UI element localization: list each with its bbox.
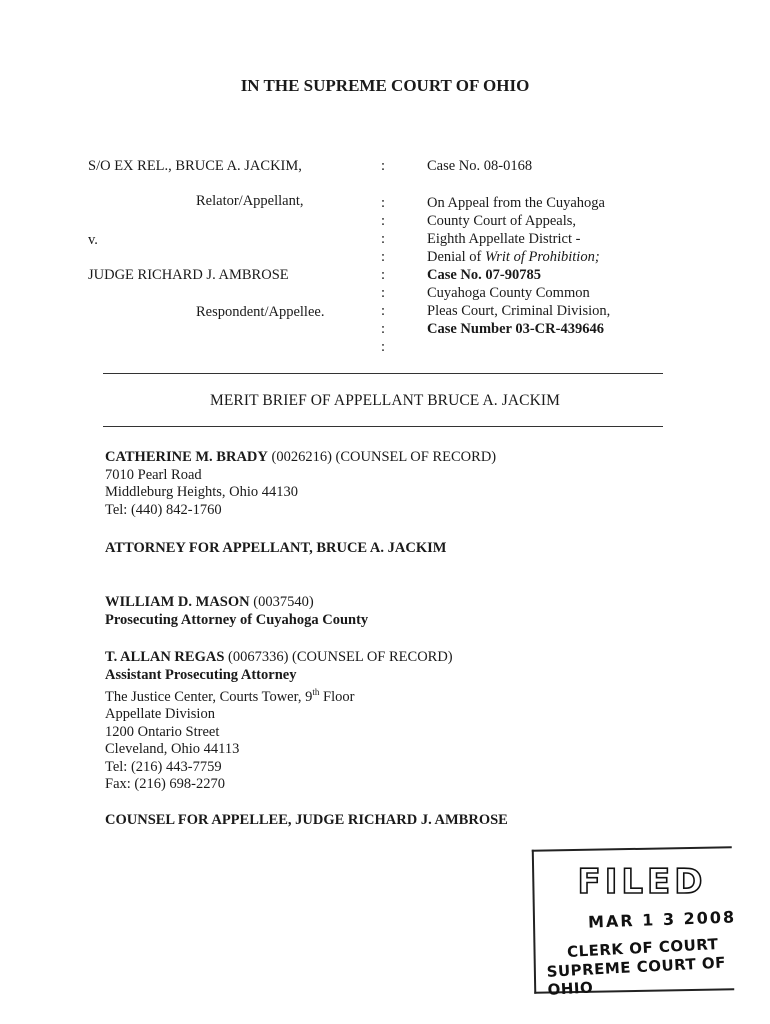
party-respondent-role: Respondent/Appellee. — [196, 304, 325, 320]
assistant-prosecutor-title: Assistant Prosecuting Attorney — [105, 666, 297, 683]
party-relator-role: Relator/Appellant, — [196, 193, 304, 209]
court-title: IN THE SUPREME COURT OF OHIO — [240, 76, 530, 95]
prosecutor-reg: (0037540) — [249, 594, 314, 610]
prosecutor-name: WILLIAM D. MASON — [105, 594, 250, 610]
stamp-court: SUPREME COURT OF OHIO — [546, 953, 727, 999]
address-line: Cleveland, Ohio 44113 — [105, 741, 240, 758]
address-line: Appellate Division — [105, 706, 215, 723]
assistant-prosecutor-reg: (0067336) (COUNSEL OF RECORD) — [224, 649, 453, 665]
appeal-line: Cuyahoga County Common — [427, 285, 590, 301]
appeal-line: Pleas Court, Criminal Division, — [427, 303, 611, 319]
appeal-line: Denial of — [427, 249, 482, 265]
party-relator: S/O EX REL., BRUCE A. JACKIM, — [88, 158, 302, 174]
appellate-case-number: Case No. 07-90785 — [427, 267, 541, 283]
filed-stamp-graphic — [575, 857, 709, 903]
assistant-prosecutor-block — [105, 649, 453, 794]
phone-line: Tel: (440) 842-1760 — [105, 501, 222, 518]
appeal-line: County Court of Appeals, — [427, 213, 577, 229]
address-line: 7010 Pearl Road — [105, 466, 202, 483]
appellant-counsel-name: CATHERINE M. BRADY — [105, 449, 268, 465]
appeal-line: On Appeal from the Cuyahoga — [427, 195, 605, 211]
appellant-counsel-reg: (0026216) (COUNSEL OF RECORD) — [267, 449, 497, 465]
prosecutor-block — [105, 594, 368, 629]
divider-top — [103, 373, 663, 374]
caption-colon: : — [381, 158, 386, 174]
appeal-line-writ — [427, 248, 610, 266]
appellant-counsel-block — [105, 449, 496, 519]
address-line: Middleburg Heights, Ohio 44130 — [105, 484, 299, 500]
phone-line: Tel: (216) 443-7759 — [105, 758, 222, 775]
assistant-prosecutor-name: T. ALLAN REGAS — [105, 649, 225, 665]
prosecutor-title: Prosecuting Attorney of Cuyahoga County — [105, 611, 369, 628]
stamp-clerk: CLERK OF COURT — [566, 935, 719, 961]
appeal-details — [427, 194, 610, 338]
versus-label: v. — [88, 232, 98, 248]
address-line: 1200 Ontario Street — [105, 723, 220, 740]
filed-outline-text: FILED — [577, 862, 707, 902]
divider-bottom — [103, 426, 663, 427]
address-line: The Justice Center, Courts Tower, 9th Floor — [105, 687, 355, 705]
brief-title: MERIT BRIEF OF APPELLANT BRUCE A. JACKIM — [209, 392, 561, 409]
case-number: Case No. 08-0168 — [427, 158, 533, 174]
party-respondent: JUDGE RICHARD J. AMBROSE — [88, 267, 289, 283]
appellee-counsel-heading: COUNSEL FOR APPELLEE, JUDGE RICHARD J. AMBROSE — [105, 812, 508, 828]
fax-line: Fax: (216) 698-2270 — [105, 776, 226, 793]
writ-title: Writ of Prohibition; — [484, 249, 600, 265]
appeal-line: Eighth Appellate District - — [427, 231, 581, 247]
trial-case-number: Case Number 03-CR-439646 — [427, 321, 604, 337]
stamp-date: MAR 1 3 2008 — [587, 907, 737, 932]
caption-colon-column: : : : : : : : : : — [381, 195, 386, 355]
appellant-attorney-heading: ATTORNEY FOR APPELLANT, BRUCE A. JACKIM — [105, 540, 447, 556]
